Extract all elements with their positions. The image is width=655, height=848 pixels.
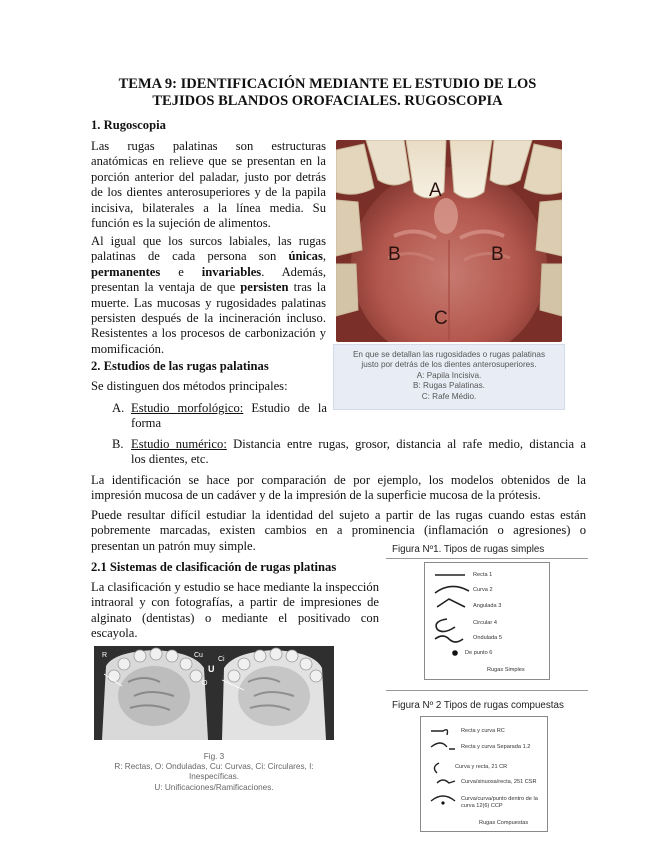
cast-label-ci: Ci [218, 656, 225, 663]
caption-line: R: Rectas, O: Onduladas, Cu: Curvas, Ci: Circulares, I: [114, 762, 314, 772]
figure-1-footer: Rugas Simples [487, 667, 525, 673]
cast-label-o: O [202, 680, 208, 687]
text-line: persisten después de la incineración incluso. [91, 311, 326, 326]
text-run: presentan la ventaja de que [91, 280, 241, 295]
cast-label-u: U [208, 664, 215, 674]
text-line: muerte. Las mucosas y rugosidades palatinas [91, 295, 326, 310]
text-run: , [322, 249, 326, 264]
figure-2-box [420, 716, 548, 832]
text-line: Al igual que los surcos labiales, las rugas [91, 234, 326, 248]
text-run: palatinas de cada persona son [91, 249, 289, 264]
text-line [131, 401, 327, 416]
figure-2-label: Curva/curva/punto dentro de la [461, 796, 538, 802]
figure-2-label: Curva/sinuosa/recta, 251 CSR [461, 779, 537, 785]
text-line: pobremente marcadas, existen cambios en a prominencia (inflamación o agresiones) o [91, 523, 586, 538]
section-1-paragraph-2 [91, 234, 326, 357]
item-b-label: Estudio numérico: [131, 437, 227, 451]
photo-label-c: C [434, 308, 448, 329]
photo-caption-box [333, 344, 565, 410]
caption-line: justo por detrás de los dientes anterosuperiores. [361, 360, 537, 370]
caption-line: A: Papila Incisiva. [416, 370, 482, 380]
figure-1-label: Curva 2 [473, 587, 493, 593]
item-b-marker: B. [112, 437, 124, 451]
figure-1-label: De punto 6 [465, 650, 493, 656]
text-run: Estudio de la [243, 401, 327, 415]
text-line: forma [131, 416, 162, 431]
caption-line: B: Rugas Palatinas. [413, 381, 485, 391]
section-1-paragraph-1 [91, 139, 326, 231]
figure-1-label: Recta 1 [473, 572, 493, 578]
text-line: La identificación se hace por comparación de por ejemplo, los modelos obtenidos de la [91, 473, 586, 487]
text-line: anatómicas en relieve que se presentan en la [91, 154, 326, 169]
section-2-heading: 2. Estudios de las rugas palatinas [91, 359, 269, 373]
bold-unicas: únicas [288, 249, 323, 264]
palate-photo [336, 140, 562, 342]
figure-2-label: Recta y curva RC [461, 728, 505, 734]
bold-persisten: persisten [240, 280, 289, 295]
text-line: de los dientes anterosuperiores y de la papila [91, 185, 326, 200]
figure-1-label: Circular 4 [473, 620, 497, 626]
text-line: alginato (dentistas) o mediante el positivado con [91, 610, 379, 625]
text-line: presentan un patrón muy simple. [91, 538, 256, 553]
item-b [131, 437, 586, 468]
caption-line: C: Rafe Médio. [421, 391, 477, 401]
section-1-heading: 1. Rugoscopia [91, 118, 166, 132]
text-run: . Además, [261, 264, 326, 279]
text-line: momificación. [91, 341, 165, 356]
photo-label-a: A [429, 180, 442, 201]
caption-line: En que se detallan las rugosidades o rugas palatinas [352, 350, 546, 359]
text-run: e [160, 264, 202, 279]
item-a [131, 401, 327, 432]
caption-line: Fig. 3 [203, 752, 225, 761]
caption-line: U: Unificaciones/Ramificaciones. [154, 782, 274, 792]
section-2-1-heading: 2.1 Sistemas de clasificación de rugas platinas [91, 560, 337, 574]
figure-1-label: Ondulada 5 [473, 635, 502, 641]
section-2-1-paragraph [91, 580, 379, 642]
text-line [91, 249, 326, 264]
text-line: Puede resultar difícil estudiar la identidad del sujeto a partir de las rugas cuando estas están [91, 508, 586, 522]
page-title [60, 76, 595, 110]
item-a-marker: A. [112, 401, 125, 415]
palatal-cast-photo [94, 646, 334, 740]
photo-label-b-right: B [491, 244, 504, 265]
figure-2-label: curva 12(6) CCP [461, 803, 503, 809]
figure-2-footer: Rugas Compuestas [479, 820, 529, 826]
figure-1-box [424, 562, 550, 680]
text-line [91, 265, 326, 280]
text-line: La clasificación y estudio se hace mediante la inspección [91, 580, 379, 594]
compound-rugae-drawings [421, 717, 549, 833]
bold-invariables: invariables [201, 264, 262, 279]
text-line: impresión mucosa de un cadáver y de la impresión de la superficie mucosa de la prótesis. [91, 488, 541, 503]
text-line [131, 437, 586, 452]
cast-label-r: R [102, 652, 108, 659]
text-line: incisiva, bilaterales a la línea media. Su [91, 200, 326, 215]
photo-caption [334, 350, 564, 402]
caption-line: Inespecíficas. [188, 772, 240, 782]
bold-permanentes: permanentes [91, 264, 161, 279]
text-line: escayola. [91, 626, 138, 641]
text-line: los dientes, etc. [131, 452, 209, 467]
figure-1-label: Angulada 3 [473, 603, 502, 609]
text-line [91, 280, 326, 295]
title-line-2: TEJIDOS BLANDOS OROFACIALES. RUGOSCOPIA [152, 93, 503, 109]
cast-illustration [94, 646, 334, 740]
photo-label-b-left: B [388, 244, 401, 265]
text-line: Las rugas palatinas son estructuras [91, 139, 326, 153]
figure-2-title: Figura Nº 2 Tipos de rugas compuestas [392, 700, 564, 711]
text-line: función es la sujeción de alimentos. [91, 216, 271, 231]
cast-label-cu: Cu [194, 652, 203, 659]
text-line: Resistentes a los procesos de carbonización y [91, 326, 326, 341]
text-line: intraoral y con fotografías, a partir de impresiones de [91, 595, 379, 610]
text-line: porción anterior del paladar, justo por detrás [91, 169, 326, 184]
figure-2-divider [386, 690, 588, 691]
figure-2-label: Recta y curva Separada 1.2 [461, 744, 531, 750]
cast-caption [94, 752, 334, 793]
palate-illustration [336, 140, 562, 342]
figure-1-divider [386, 558, 588, 559]
text-run: tras la [288, 280, 326, 295]
figure-1-title: Figura Nº1. Tipos de rugas simples [392, 544, 545, 555]
text-run: Distancia entre rugas, grosor, distancia al rafe medio, distancia a [226, 437, 586, 451]
section-2-intro: Se distinguen dos métodos principales: [91, 379, 288, 393]
figure-2-label: Curva y recta, 21 CR [455, 764, 508, 770]
paragraph-identificacion [91, 473, 586, 504]
item-a-label: Estudio morfológico: [131, 401, 244, 415]
title-line-1: TEMA 9: IDENTIFICACIÓN MEDIANTE EL ESTUDIO DE LOS [118, 76, 537, 92]
